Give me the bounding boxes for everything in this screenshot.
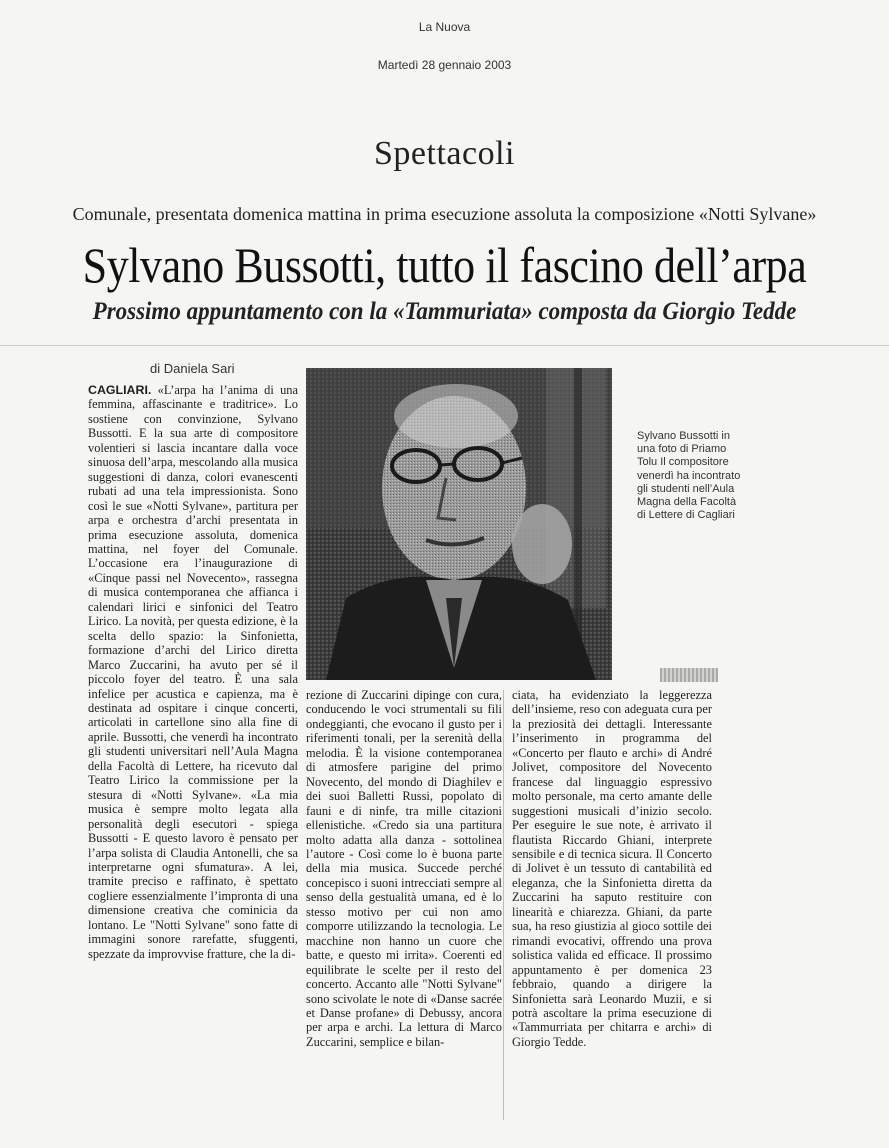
- column-divider: [503, 690, 504, 1120]
- print-artifact: [660, 668, 718, 682]
- dateline: CAGLIARI.: [88, 383, 152, 397]
- article-column-1: [88, 383, 298, 1123]
- section-title: Spettacoli: [374, 135, 515, 172]
- article-text-col3: ciata, ha evidenziato la leggerezza dell’insieme, reso con adeguata cura per la preziosità dei dettagli. Interessante l’inserimento in programma del «Concerto per flauto e archi» di André Jolivet, compositore del Novecento francese dal linguaggio espressivo molto personale, ma certo amante delle suggestioni musicali d’inizio secolo. Per eseguire le sue note, è arrivato il flautista Riccardo Ghiani, interprete sensibile e di tecnica sicura. Il Concerto di Jolivet è un tessuto di cantabilità ed eleganza, che la Sinfonietta diretta da Zuccarini ha saputo restituire con linearità e chiarezza. Ghiani, da parte sua, ha reso giustizia al gioco sottile dei rimandi evocativi, offrendo una prova solistica valida ed efficace. Il prossimo appuntamento è per domenica 23 febbraio, quando a dirigere la Sinfonietta sarà Leonardo Muzii, e si potrà ascoltare la prima esecuzione di «Tammurriata per chitarra e archi» di Giorgio Tedde.: [512, 688, 712, 1049]
- portrait-image: [306, 368, 612, 680]
- article-text-col1: «L’arpa ha l’anima di una femmina, affascinante e traditrice». Lo sostiene con convinzione, Sylvano Bussotti. E la sua arte di compositore volentieri si lascia incantare dalla voce sinuosa dell’arpa, mescolando alla musica suggestioni di danza, colori evanescenti rubati ad una tela impressionista. Sono così le sue «Notti Sylvane», partitura per arpa e orchestra d’archi presentata in prima esecuzione assoluta, domenica mattina, nel foyer del Comunale. L’occasione era l’inaugurazione di «Cinque passi nel Novecento», rassegna di musica contemporanea che affianca i calendari lirici e sinfonici del Teatro Lirico. La novità, per questa edizione, è la scelta dello spazio: la Sinfonietta, formazione d’archi del Lirico diretta Marco Zuccarini, ha avuto per sé il piccolo foyer del teatro. È una sala infelice per acustica e capienza, ma è destinata ad ospitare i cinque concerti, articolati in cartellone sino alla fine di aprile. Bussotti, che venerdì ha incontrato gli studenti universitari nell’Aula Magna della Facoltà di Lettere, ha ricevuto dal Teatro Lirico la commissione per la stesura di «Notti Sylvane». «La mia musica è sempre molto legata alla personalità degli esecutori - spiega Bussotti - E questo lavoro è pensato per l’arpa solista di Claudia Antonelli, che sa interpretarne ogni sfumatura». A lei, tramite preciso e raffinato, è spettato cogliere essenzialmente l’impronta di una dimensione creativa che cominicia da lontano. Le "Notti Sylvane" sono fatte di immagini sonore rarefatte, sfuggenti, spezzate da improvvise fratture, che la di-: [88, 383, 298, 961]
- byline: di Daniela Sari: [150, 361, 235, 376]
- article-text-col2: rezione di Zuccarini dipinge con cura, conducendo le voci strumentali su fili ondeggianti, che evocano il gusto per i riferimenti tonali, per la serenità della melodia. È la visione contemporanea di atmosfere parigine del primo Novecento, del mondo di Diaghilev e dei suoi Balletti Russi, popolato di fauni e di ninfe, tra mille citazioni ellenistiche. «Credo sia una partitura molto adatta alla danza - sottolinea l’autore - Così come lo è buona parte della mia musica. Succede perché concepisco i suoni intrecciati sempre al senso della gestualità umana, ed è lo stesso motivo per cui non amo comporre utilizzando la tecnologia. Le macchine non hanno un cuore che batte, e questo mi irrita». Coerenti ed equilibrate le scelte per il resto del concerto. Accanto alle "Notti Sylvane" sono scivolate le note di «Danse sacrée et Danse profane» di Debussy, ancora per arpa e archi. La lettura di Marco Zuccarini, semplice e bilan-: [306, 688, 502, 1049]
- divider: [0, 345, 889, 346]
- newspaper-name: La Nuova: [418, 20, 471, 34]
- headline: Sylvano Bussotti, tutto il fascino dell’arpa: [82, 237, 807, 293]
- article-column-3: [512, 688, 712, 1123]
- issue-date: Martedì 28 gennaio 2003: [377, 58, 512, 72]
- kicker: Comunale, presentata domenica mattina in prima esecuzione assoluta la composizione «Notti Sylvane»: [72, 204, 817, 224]
- photo-caption: Sylvano Bussotti in una foto di Priamo Tolu Il compositore venerdì ha incontrato gli studenti nell’Aula Magna della Facoltà di Lettere di Cagliari: [637, 430, 741, 522]
- subheadline: Prossimo appuntamento con la «Tammuriata» composta da Giorgio Tedde: [92, 298, 797, 325]
- author-photo: [306, 368, 612, 680]
- article-column-2: [306, 688, 502, 1123]
